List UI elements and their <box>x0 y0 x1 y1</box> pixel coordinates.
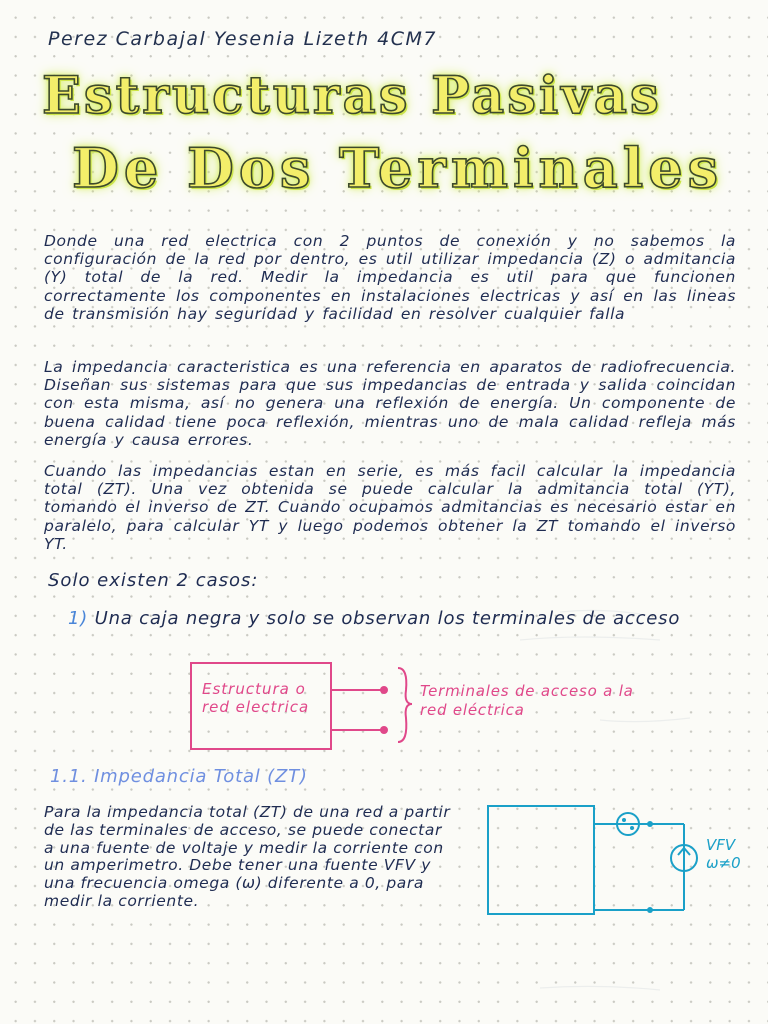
paragraph-intro: Donde una red electrica con 2 puntos de conexión y no sabemos la configuración de la red por dentro, es util utilizar impedancia (Z) o admitancia (Y) total de la red. Medir la impedancia es util para que funcionen correctamente los componentes en instalaciones electricas y así en las lineas de transmisión hay seguridad y facilidad en resolver cualquier falla <box>44 232 736 323</box>
case-1-number: 1) <box>68 608 89 629</box>
paragraph-characteristic-impedance: La impedancia caracteristica es una referencia en aparatos de radiofrecuencia. Diseñan sus sistemas para que sus impedancias de entrada y salida coincidan con esta misma, así no genera una reflexión de energía. Un componente de buena calidad tiene poca reflexión, mientras uno de mala calidad refleja más energía y causa errores. <box>44 358 736 449</box>
title-line-1: Estructuras Pasivas <box>42 66 662 126</box>
brace <box>398 668 412 742</box>
paragraph-total-impedance: Para la impedancia total (ZT) de una red a partir de las terminales de acceso, se puede conectar a una fuente de voltaje y medir la corriente con un amperimetro. Debe tener una fuente VFV y una frecuencia omega (ω) diferente a 0, para medir la corriente. <box>44 803 451 910</box>
paragraph-series-parallel: Cuando las impedancias estan en serie, es más facil calcular la impedancia total (ZT). Una vez obtenida se puede calcular la admitancia total (YT), tomando el inverso de ZT. Cuando ocupamos admitancias es necesario estar en paralelo, para calcular YT y luego podemos obtener la ZT tomando el inverso YT. <box>44 462 736 553</box>
terminal-dot-bottom <box>380 726 388 734</box>
title-line-2: De Dos Terminales <box>72 136 723 200</box>
terminals-label: Terminales de acceso a la red eléctrica <box>420 682 634 719</box>
circuit-diagram <box>488 806 697 914</box>
network-box <box>488 806 594 914</box>
section-heading: 1.1. Impedancia Total (ZT) <box>50 766 308 787</box>
terminal-dot-top <box>380 686 388 694</box>
source-label-omega: ω≠0 <box>706 854 741 872</box>
author-line: Perez Carbajal Yesenia Lizeth 4CM7 <box>48 28 438 50</box>
cases-heading: Solo existen 2 casos: <box>48 570 259 591</box>
source-label-vfv: VFV <box>706 836 736 854</box>
case-1-text: Una caja negra y solo se observan los terminales de acceso <box>94 608 681 629</box>
source-label <box>706 836 741 872</box>
black-box-text: Estructura o red electrica <box>202 680 310 716</box>
